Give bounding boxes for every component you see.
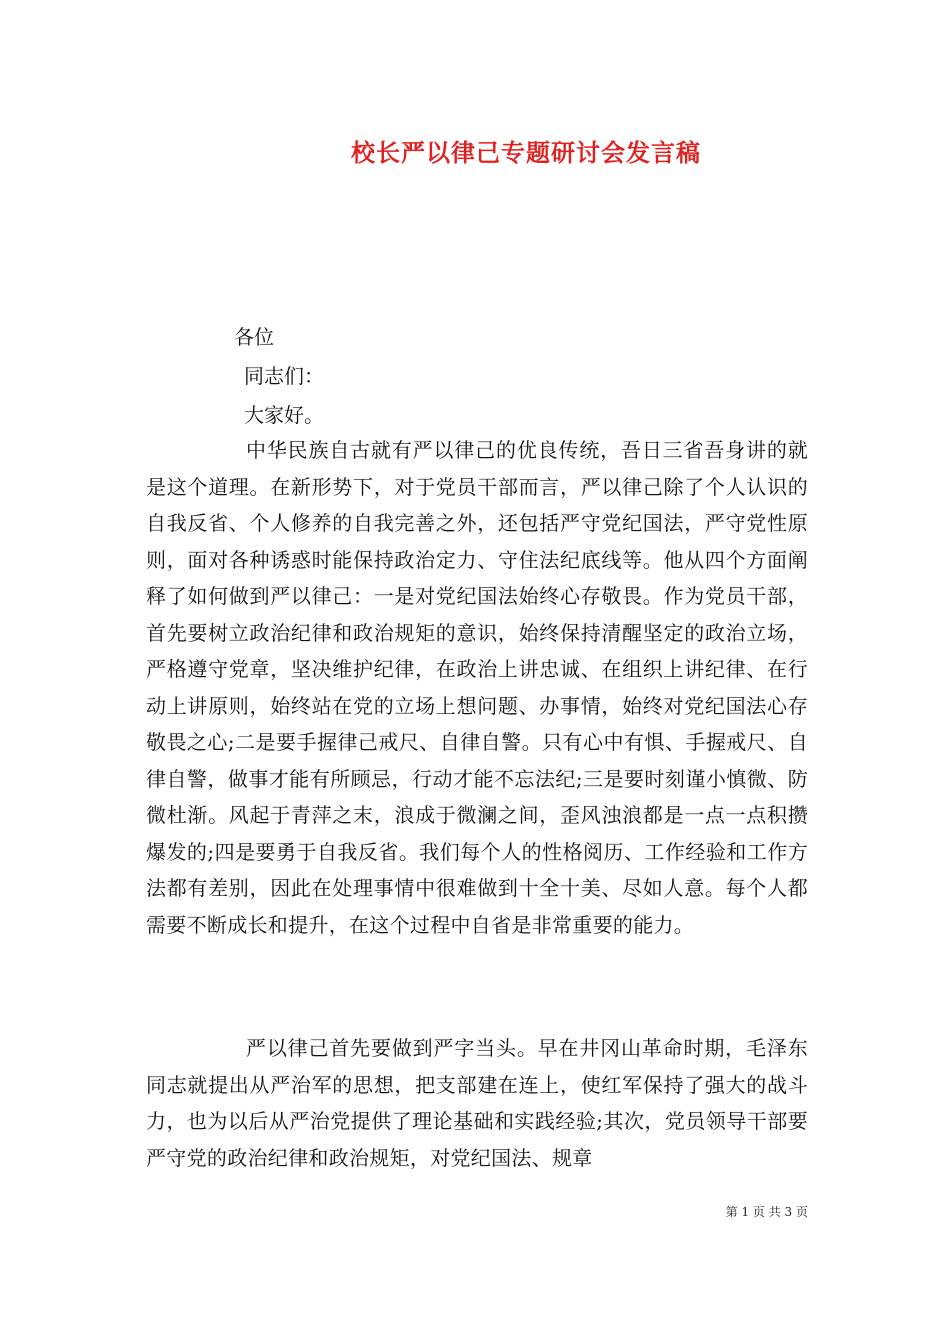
paragraph-1: 中华民族自古就有严以律己的优良传统，吾日三省吾身讲的就是这个道理。在新形势下，对于党员干部而言，严以律己除了个人认识的自我反省、个人修养的自我完善之外，还包括严守党纪国法，严守党性原则，面对各种诱惑时能保持政治定力、守住法纪底线等。他从四个方面阐释了如何做到严以律己：一是对党纪国法始终心存敬畏。作为党员干部，首先要树立政治纪律和政治规矩的意识，始终保持清醒坚定的政治立场，严格遵守党章，坚决维护纪律，在政治上讲忠诚、在组织上讲纪律、在行动上讲原则，始终站在党的立场上想问题、办事情，始终对党纪国法心存敬畏之心;二是要手握律己戒尺、自律自警。只有心中有惧、手握戒尺、自律自警，做事才能有所顾忌，行动才能不忘法纪;三是要时刻谨小慎微、防微杜渐。风起于青萍之末，浪成于微澜之间，歪风浊浪都是一点一点积攒爆发的;四是要勇于自我反省。我们每个人的性格阅历、工作经验和工作方法都有差别，因此在处理事情中很难做到十全十美、尽如人意。每个人都需要不断成长和提升，在这个过程中自省是非常重要的能力。	[146, 438, 808, 937]
greeting-line-1: 各位	[234, 325, 274, 349]
paragraph-2: 严以律己首先要做到严字当头。早在井冈山革命时期，毛泽东同志就提出从严治军的思想，把支部建在连上，使红军保持了强大的战斗力，也为以后从严治党提供了理论基础和实践经验;其次，党员领导干部要严守党的政治纪律和政治规矩，对党纪国法、规章	[146, 1036, 808, 1170]
greeting-line-2: 同志们：	[244, 364, 324, 388]
document-title: 校长严以律己专题研讨会发言稿	[351, 138, 701, 167]
page-number: 第 1 页 共 3 页	[725, 1205, 808, 1219]
greeting-line-3: 大家好。	[244, 403, 324, 427]
